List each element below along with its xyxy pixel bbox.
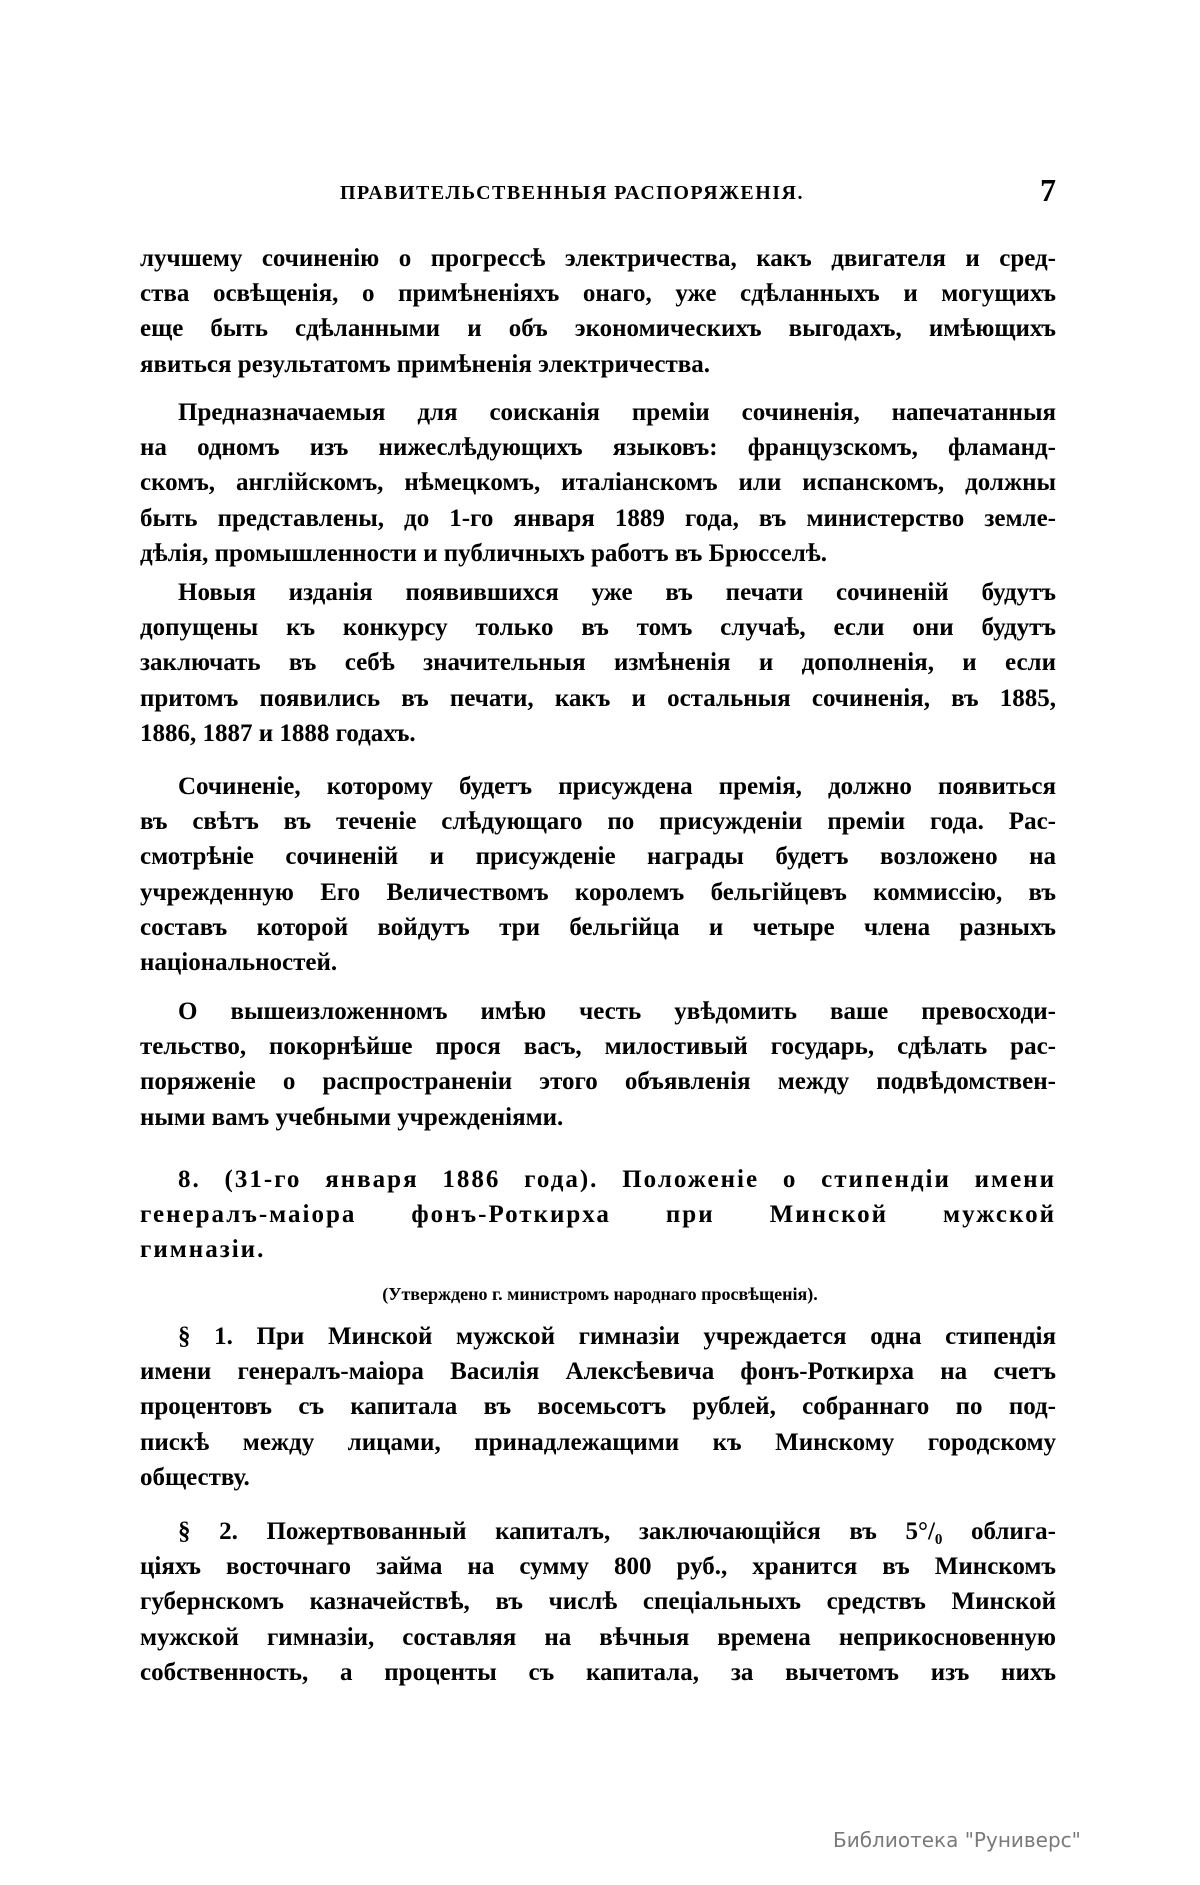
text-line: О вышеизложенномъ имѣю честь увѣдомить ваше превосходи- <box>178 998 1056 1025</box>
text-line: поряженіе о распространеніи этого объявленія между подвѣдомствен- <box>140 1068 1056 1096</box>
text-line: § 2. Пожертвованный капиталъ, заключающійся въ 5°/₀ облига- <box>178 1518 1056 1545</box>
text-line: еще быть сдѣланными и объ экономическихъ выгодахъ, имѣющихъ <box>140 315 1056 343</box>
text-line: явиться результатомъ примѣненія электричества. <box>140 350 711 378</box>
text-line: обществу. <box>140 1463 250 1491</box>
text-line: заключать въ себѣ значительныя измѣненія и дополненія, и если <box>140 649 1056 677</box>
text-line: ціяхъ восточнаго займа на сумму 800 руб., хранится въ Минскомъ <box>140 1553 1056 1581</box>
text-line: дѣлія, промышленности и публичныхъ работъ въ Брюсселѣ. <box>140 539 827 567</box>
text-line: въ свѣтъ въ теченіе слѣдующаго по присужденіи преміи года. Рас- <box>140 808 1056 836</box>
text-line: смотрѣніе сочиненій и присужденіе награды будетъ возложено на <box>140 843 1056 871</box>
text-line: ства освѣщенія, о примѣненіяхъ онаго, уже сдѣланныхъ и могущихъ <box>140 280 1056 308</box>
page-number: 7 <box>1040 172 1056 208</box>
text-line: скомъ, англійскомъ, нѣмецкомъ, италіанскомъ или испанскомъ, должны <box>140 469 1056 497</box>
text-line: Сочиненіе, которому будетъ присуждена премія, должно появиться <box>178 773 1056 800</box>
text-line: составъ которой войдутъ три бельгійца и четыре члена разныхъ <box>140 913 1056 941</box>
text-line: имени генералъ-маіора Василія Алексѣевича фонъ-Роткирха на счетъ <box>140 1358 1056 1386</box>
text-line: національностей. <box>140 949 338 976</box>
library-watermark: Библиотека "Руниверс" <box>833 1828 1081 1852</box>
text-line: § 1. При Минской мужской гимназіи учреждается одна стипендія <box>178 1323 1056 1350</box>
text-line: на одномъ изъ нижеслѣдующихъ языковъ: французскомъ, фламанд- <box>140 434 1056 462</box>
text-line: 8. (31-го января 1886 года). Положеніе о стипендіи имени <box>178 1166 1056 1193</box>
text-line: притомъ появились въ печати, какъ и остальныя сочиненія, въ 1885, <box>140 684 1056 712</box>
text-line: тельство, покорнѣйше прося васъ, милостивый государь, сдѣлать рас- <box>140 1033 1056 1061</box>
text-line: 1886, 1887 и 1888 годахъ. <box>140 719 416 747</box>
text-line: мужской гимназіи, составляя на вѣчныя времена неприкосновенную <box>140 1623 1056 1651</box>
text-line: Предназначаемыя для соисканія преміи сочиненія, напечатанныя <box>178 399 1056 426</box>
text-line: гимназіи. <box>140 1236 266 1264</box>
text-line: допущены къ конкурсу только въ томъ случаѣ, если они будутъ <box>140 614 1056 642</box>
text-line: процентовъ съ капитала въ восемьсотъ рублей, собраннаго по под- <box>140 1393 1056 1421</box>
text-line: учрежденную Его Величествомъ королемъ бельгійцевъ коммиссію, въ <box>140 878 1056 906</box>
text-line: ными вамъ учебными учрежденіями. <box>140 1103 564 1131</box>
text-line: лучшему сочиненію о прогрессѣ электричества, какъ двигателя и сред- <box>140 245 1056 272</box>
text-line: пискѣ между лицами, принадлежащими къ Минскому городскому <box>140 1428 1056 1456</box>
text-line: губернскомъ казначействѣ, въ числѣ спеціальныхъ средствъ Минской <box>140 1588 1056 1616</box>
text-line: собственность, а проценты съ капитала, за вычетомъ изъ нихъ <box>140 1658 1056 1686</box>
text-line: быть представлены, до 1-го января 1889 года, въ министерство земле- <box>140 504 1056 532</box>
section-subtitle: (Утверждено г. министромъ народнаго просвѣщенія). <box>382 1284 818 1304</box>
running-header: ПРАВИТЕЛЬСТВЕННЫЯ РАСПОРЯЖЕНІЯ. <box>340 182 804 204</box>
text-line: генералъ-маіора фонъ-Роткирха при Минской мужской <box>140 1201 1056 1229</box>
text-line: Новыя изданія появившихся уже въ печати сочиненій будутъ <box>178 579 1056 606</box>
